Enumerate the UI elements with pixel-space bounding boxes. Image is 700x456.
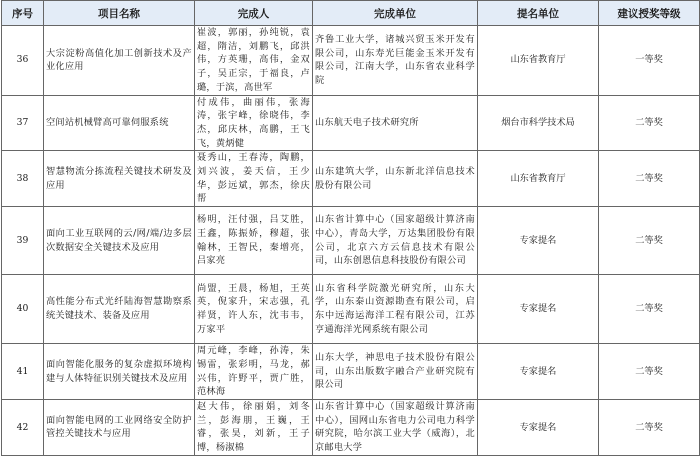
nominating-unit: 山东省教育厅	[478, 151, 599, 207]
table-row	[2, 344, 700, 400]
completing-units: 山东省计算中心（国家超级计算济南中心），国网山东省电力公司电力科学研究院，哈尔滨工业大学（威海），北京邮电大学	[313, 399, 478, 455]
table-row	[2, 207, 700, 275]
row-number: 40	[2, 275, 44, 344]
row-number: 42	[2, 399, 44, 455]
table-row	[2, 399, 700, 455]
row-number: 39	[2, 207, 44, 275]
project-name: 大宗淀粉高值化加工创新技术及产业化应用	[44, 26, 195, 96]
table-row	[2, 151, 700, 207]
header-completers: 完成人	[195, 1, 313, 26]
completers: 付成伟，曲丽伟，张海涛，张宇峰，徐晓伟，李杰，邱庆林，高鹏，王飞飞，黄炳健	[195, 95, 313, 151]
project-name: 空间站机械臂高可靠伺服系统	[44, 95, 195, 151]
row-number: 41	[2, 344, 44, 400]
award-level: 一等奖	[599, 26, 700, 96]
award-level: 二等奖	[599, 151, 700, 207]
row-number: 36	[2, 26, 44, 96]
nominating-unit: 烟台市科学技术局	[478, 95, 599, 151]
completers: 尚盟，王晨，杨旭，王英英，倪家升，宋志强，孔祥贤，许人东，沈韦韦，万家平	[195, 275, 313, 344]
completers: 周元峰，李峰，孙涛，朱锡雷，张彩明，马龙，郝兴伟，许野平，贾广胜，范林海	[195, 344, 313, 400]
table-row	[2, 26, 700, 96]
nominating-unit: 山东省教育厅	[478, 26, 599, 96]
award-level: 二等奖	[599, 399, 700, 455]
completers: 聂秀山，王春涛，陶鹏，刘兴波，姜天信，王少华，彭远斌，郭杰，徐庆帮	[195, 151, 313, 207]
project-name: 高性能分布式光纤陆海智慧勘察系统关键技术、装备及应用	[44, 275, 195, 344]
award-level: 二等奖	[599, 95, 700, 151]
table-row	[2, 95, 700, 151]
completers: 杨明，汪付强，吕艾胜，王鑫，陈振娇，穆超，张翰林，王智民，秦增亮，吕家亮	[195, 207, 313, 275]
nominating-unit: 专家提名	[478, 207, 599, 275]
nominating-unit: 专家提名	[478, 344, 599, 400]
awards-table	[1, 0, 700, 456]
header-nominator: 提名单位	[478, 1, 599, 26]
completing-units: 山东航天电子技术研究所	[313, 95, 478, 151]
table-header-row	[2, 1, 700, 26]
row-number: 37	[2, 95, 44, 151]
award-level: 二等奖	[599, 207, 700, 275]
award-level: 二等奖	[599, 344, 700, 400]
header-project: 项目名称	[44, 1, 195, 26]
project-name: 智慧物流分拣流程关键技术研发及应用	[44, 151, 195, 207]
nominating-unit: 专家提名	[478, 399, 599, 455]
project-name: 面向工业互联网的云/网/端/边多层次数据安全关键技术及应用	[44, 207, 195, 275]
project-name: 面向智能电网的工业网络安全防护管控关键技术与应用	[44, 399, 195, 455]
header-units: 完成单位	[313, 1, 478, 26]
completing-units: 山东大学，神思电子技术股份有限公司，山东出版数字融合产业研究院有限公司	[313, 344, 478, 400]
completers: 赵大伟，徐丽娟，刘冬兰，彭海朋，王巍，王睿，张昊，刘新，王子博，杨淑棉	[195, 399, 313, 455]
header-award: 建议授奖等级	[599, 1, 700, 26]
completing-units: 山东省科学院激光研究所，山东大学，山东泰山资源勘查有限公司，启东中远海运海洋工程有限公司，江苏亨通海洋光网系统有限公司	[313, 275, 478, 344]
completers: 崔波，郭丽，孙纯锐，袁超，隋洁，刘鹏飞，邱洪伟，方英珊，高伟，金双子，吴正宗，于福良，卢璐，于滨，高世军	[195, 26, 313, 96]
project-name: 面向智能化服务的复杂虚拟环境构建与人体特征识别关键技术及应用	[44, 344, 195, 400]
award-level: 二等奖	[599, 275, 700, 344]
row-number: 38	[2, 151, 44, 207]
table-row	[2, 275, 700, 344]
completing-units: 山东建筑大学，山东新北洋信息技术股份有限公司	[313, 151, 478, 207]
completing-units: 山东省计算中心（国家超级计算济南中心），青岛大学，万达集团股份有限公司，北京六方云信息技术有限公司，山东创恩信息科技股份有限公司	[313, 207, 478, 275]
nominating-unit: 专家提名	[478, 275, 599, 344]
completing-units: 齐鲁工业大学，诸城兴贸玉米开发有限公司，山东寿光巨能金玉米开发有限公司，江南大学，山东省农业科学院	[313, 26, 478, 96]
header-no: 序号	[2, 1, 44, 26]
